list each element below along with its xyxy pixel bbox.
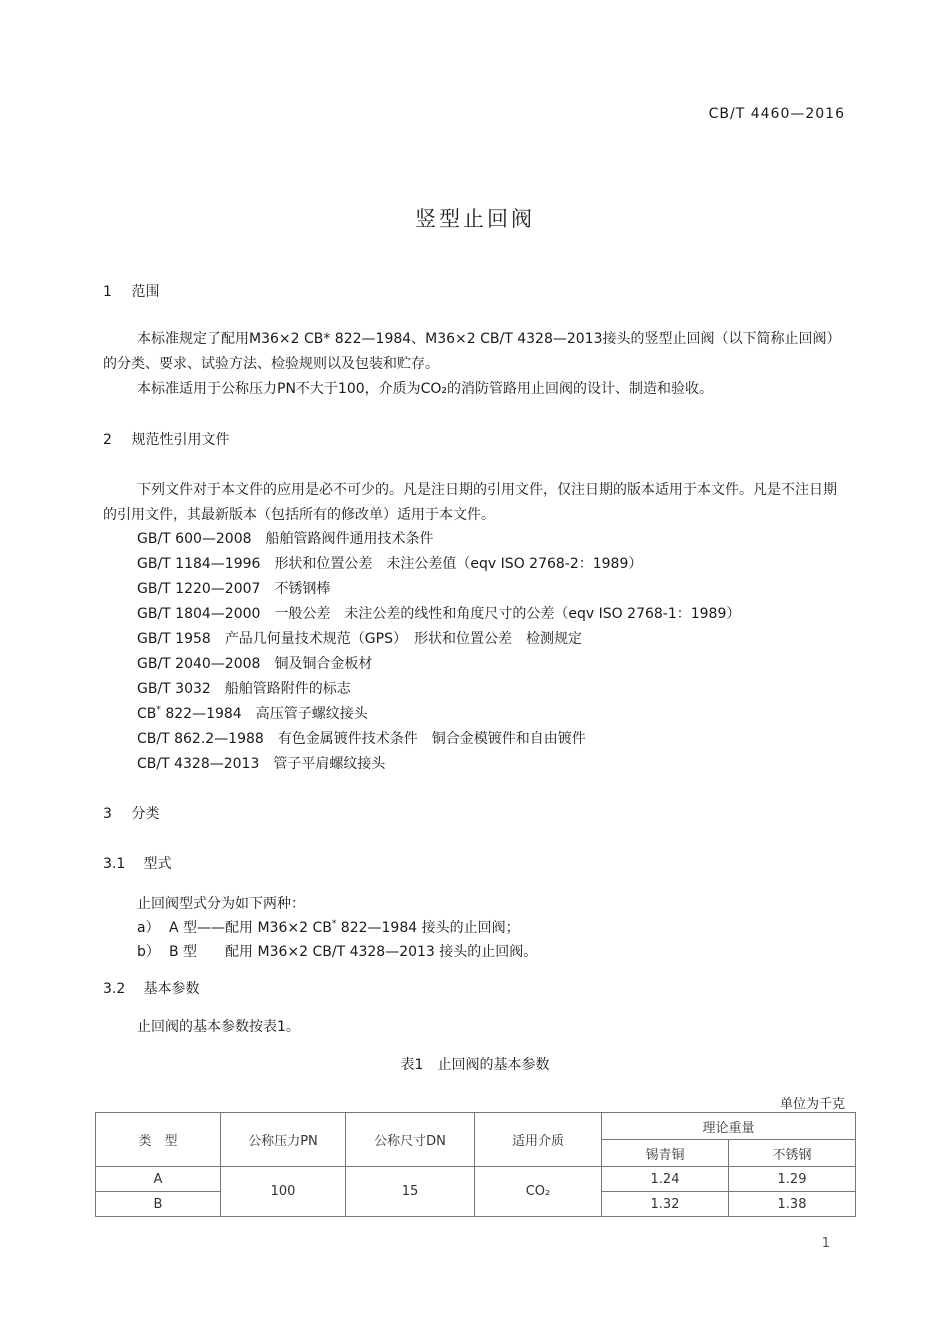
section-number: 1 [103, 284, 112, 300]
reference-item [137, 753, 385, 773]
standard-number: CB/T 4460—2016 [708, 106, 845, 122]
scope-paragraph-1: 本标准规定了配用M36×2 CB* 822—1984、M36×2 CB/T 4328—2013接头的竖型止回阀（以下简称止回阀）的分类、要求、试验方法、检验规则以及包装和贮存。 [103, 331, 841, 372]
cell-medium: CO₂ [475, 1167, 602, 1217]
table-unit: 单位为千克 [779, 1097, 845, 1112]
reference-code-suffix: 822—1984 [160, 706, 242, 722]
header-type: 类 型 [96, 1113, 221, 1167]
header-stainless: 不锈钢 [729, 1140, 856, 1167]
page-number: 1 [821, 1236, 830, 1251]
reference-item [137, 653, 372, 673]
reference-item [137, 678, 351, 698]
section-2-heading [103, 429, 229, 449]
scope-paragraph-2: 本标准适用于公称压力PN不大于100，介质为CO₂的消防管路用止回阀的设计、制造和验收。 [137, 381, 714, 397]
reference-item [137, 703, 368, 723]
reference-item [137, 728, 586, 748]
reference-title: 管子平肩螺纹接头 [273, 756, 386, 772]
section-1-heading [103, 281, 159, 301]
reference-title: 船舶管路附件的标志 [224, 681, 351, 697]
section-3-heading [103, 803, 159, 823]
reference-item [137, 528, 434, 548]
table-caption: 表1 止回阀的基本参数 [400, 1057, 550, 1073]
list-text: B 型 配用 M36×2 CB/T 4328—2013 接头的止回阀。 [169, 944, 538, 960]
parameters-intro: 止回阀的基本参数按表1。 [137, 1019, 300, 1035]
section-3-2-heading [103, 978, 199, 998]
reference-code: GB/T 1958 [137, 631, 211, 647]
table-header-row [96, 1113, 856, 1140]
list-item-a [137, 917, 520, 937]
reference-item [137, 578, 330, 598]
list-label: a） [137, 920, 160, 936]
cell-bronze: 1.24 [602, 1167, 729, 1192]
reference-title: 不锈钢棒 [274, 581, 331, 597]
cell-type: A [96, 1167, 221, 1192]
references-intro: 下列文件对于本文件的应用是必不可少的。凡是注日期的引用文件，仅注日期的版本适用于本文件。凡是不注日期的引用文件，其最新版本（包括所有的修改单）适用于本文件。 [103, 482, 837, 523]
reference-code-prefix: CB [137, 706, 157, 722]
cell-bronze: 1.32 [602, 1192, 729, 1217]
reference-code: GB/T 1804—2000 [137, 606, 261, 622]
section-number: 2 [103, 432, 112, 448]
header-weight: 理论重量 [602, 1113, 856, 1140]
reference-code: GB/T 600—2008 [137, 531, 252, 547]
document-title: 竖型止回阀 [415, 207, 535, 231]
section-title: 规范性引用文件 [131, 432, 230, 448]
header-bronze: 锡青铜 [602, 1140, 729, 1167]
reference-item [137, 603, 740, 623]
list-text-after: 822—1984 接头的止回阀； [336, 920, 520, 936]
cell-stainless: 1.29 [729, 1167, 856, 1192]
reference-item [137, 553, 642, 573]
reference-item [137, 628, 582, 648]
header-dn: 公称尺寸DN [346, 1113, 475, 1167]
reference-title: 高压管子螺纹接头 [255, 706, 368, 722]
reference-title: 铜及铜合金板材 [274, 656, 373, 672]
parameters-table [95, 1112, 856, 1217]
header-pn: 公称压力PN [221, 1113, 346, 1167]
cell-stainless: 1.38 [729, 1192, 856, 1217]
list-item-b [137, 941, 537, 961]
section-title: 分类 [131, 806, 160, 822]
reference-code-superscript: * [156, 705, 161, 715]
section-title: 范围 [131, 284, 160, 300]
reference-title: 有色金属镀件技术条件 铜合金模镀件和自由镀件 [277, 731, 586, 747]
reference-title: 一般公差 未注公差的线性和角度尺寸的公差（eqv ISO 2768-1：1989） [274, 606, 741, 622]
header-medium: 适用介质 [475, 1113, 602, 1167]
reference-code: GB/T 3032 [137, 681, 211, 697]
section-title: 型式 [143, 856, 172, 872]
section-number: 3.1 [103, 856, 126, 872]
reference-code [137, 705, 242, 722]
section-3-1-heading [103, 853, 171, 873]
cell-dn: 15 [346, 1167, 475, 1217]
reference-title: 形状和位置公差 未注公差值（eqv ISO 2768-2：1989） [274, 556, 643, 572]
reference-code: GB/T 1184—1996 [137, 556, 261, 572]
section-title: 基本参数 [143, 981, 200, 997]
list-text-before: A 型——配用 M36×2 CB [169, 920, 332, 936]
reference-code: CB/T 4328—2013 [137, 756, 260, 772]
list-text-superscript: * [331, 919, 337, 929]
reference-code: CB/T 862.2—1988 [137, 731, 264, 747]
table-row [96, 1167, 856, 1192]
cell-type: B [96, 1192, 221, 1217]
reference-title: 产品几何量技术规范（GPS） 形状和位置公差 检测规定 [224, 631, 582, 647]
section-number: 3 [103, 806, 112, 822]
reference-code: GB/T 1220—2007 [137, 581, 261, 597]
section-number: 3.2 [103, 981, 126, 997]
reference-title: 船舶管路阀件通用技术条件 [265, 531, 434, 547]
reference-code: GB/T 2040—2008 [137, 656, 261, 672]
list-label: b） [137, 944, 160, 960]
types-intro: 止回阀型式分为如下两种： [137, 896, 305, 912]
cell-pn: 100 [221, 1167, 346, 1217]
